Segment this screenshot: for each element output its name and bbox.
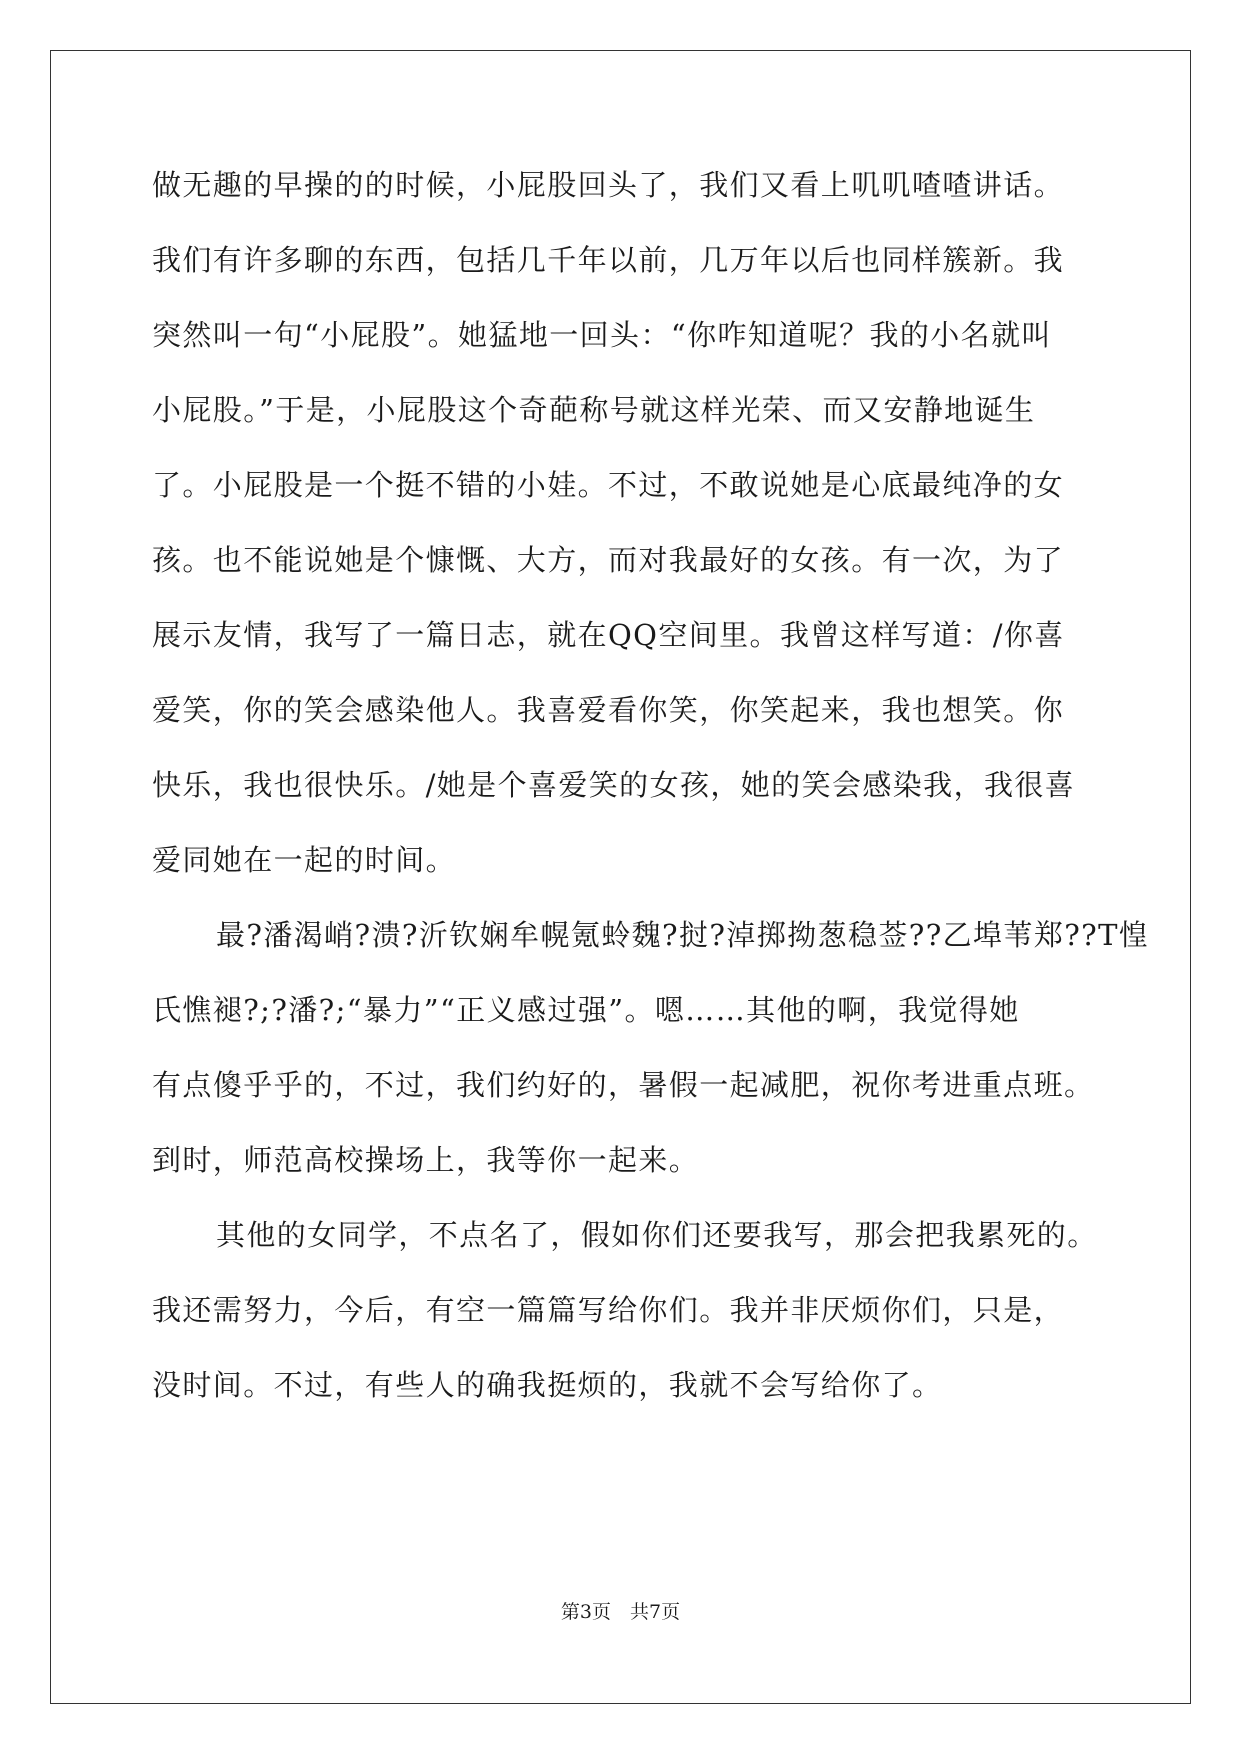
text-line: 氏憔褪?;?潘?;“暴力”“正义感过强”。嗯……其他的啊，我觉得她 — [152, 993, 1020, 1027]
text-line: 我还需努力，今后，有空一篇篇写给你们。我并非厌烦你们，只是， — [152, 1293, 1065, 1327]
text-line: 小屁股。”于是，小屁股这个奇葩称号就这样光荣、而又安静地诞生 — [152, 393, 1036, 427]
page-number-footer: 第3页 共7页 — [560, 1601, 681, 1623]
text-line: 爱同她在一起的时间。 — [152, 843, 457, 877]
text-line: 没时间。不过，有些人的确我挺烦的，我就不会写给你了。 — [152, 1368, 943, 1402]
text-line: 我们有许多聊的东西，包括几千年以前，几万年以后也同样簇新。我 — [152, 243, 1065, 277]
text-line: 了。小屁股是一个挺不错的小娃。不过，不敢说她是心底最纯净的女 — [152, 468, 1065, 502]
text-line: 快乐，我也很快乐。/她是个喜爱笑的女孩，她的笑会感染我，我很喜 — [152, 768, 1076, 802]
text-line: 展示友情，我写了一篇日志，就在QQ空间里。我曾这样写道：/你喜 — [152, 618, 1065, 652]
text-line: 孩。也不能说她是个慷慨、大方，而对我最好的女孩。有一次，为了 — [152, 543, 1065, 577]
document-body — [152, 160, 1150, 1435]
text-line: 其他的女同学，不点名了，假如你们还要我写，那会把我累死的。 — [216, 1218, 1098, 1252]
text-line: 做无趣的早操的的时候，小屁股回头了，我们又看上叽叽喳喳讲话。 — [152, 168, 1065, 202]
text-line: 到时，师范高校操场上，我等你一起来。 — [152, 1143, 700, 1177]
text-line: 最?潘渴峭?溃?沂钦娴牟幌氪蛉魏?挝?淖掷拗葱稳莶??乙埠苇郑??T惶 — [216, 918, 1150, 952]
text-line: 爱笑，你的笑会感染他人。我喜爱看你笑，你笑起来，我也想笑。你 — [152, 693, 1065, 727]
text-line: 突然叫一句“小屁股”。她猛地一回头：“你咋知道呢？我的小名就叫 — [152, 318, 1052, 352]
text-line: 有点傻乎乎的，不过，我们约好的，暑假一起减肥，祝你考进重点班。 — [152, 1068, 1095, 1102]
